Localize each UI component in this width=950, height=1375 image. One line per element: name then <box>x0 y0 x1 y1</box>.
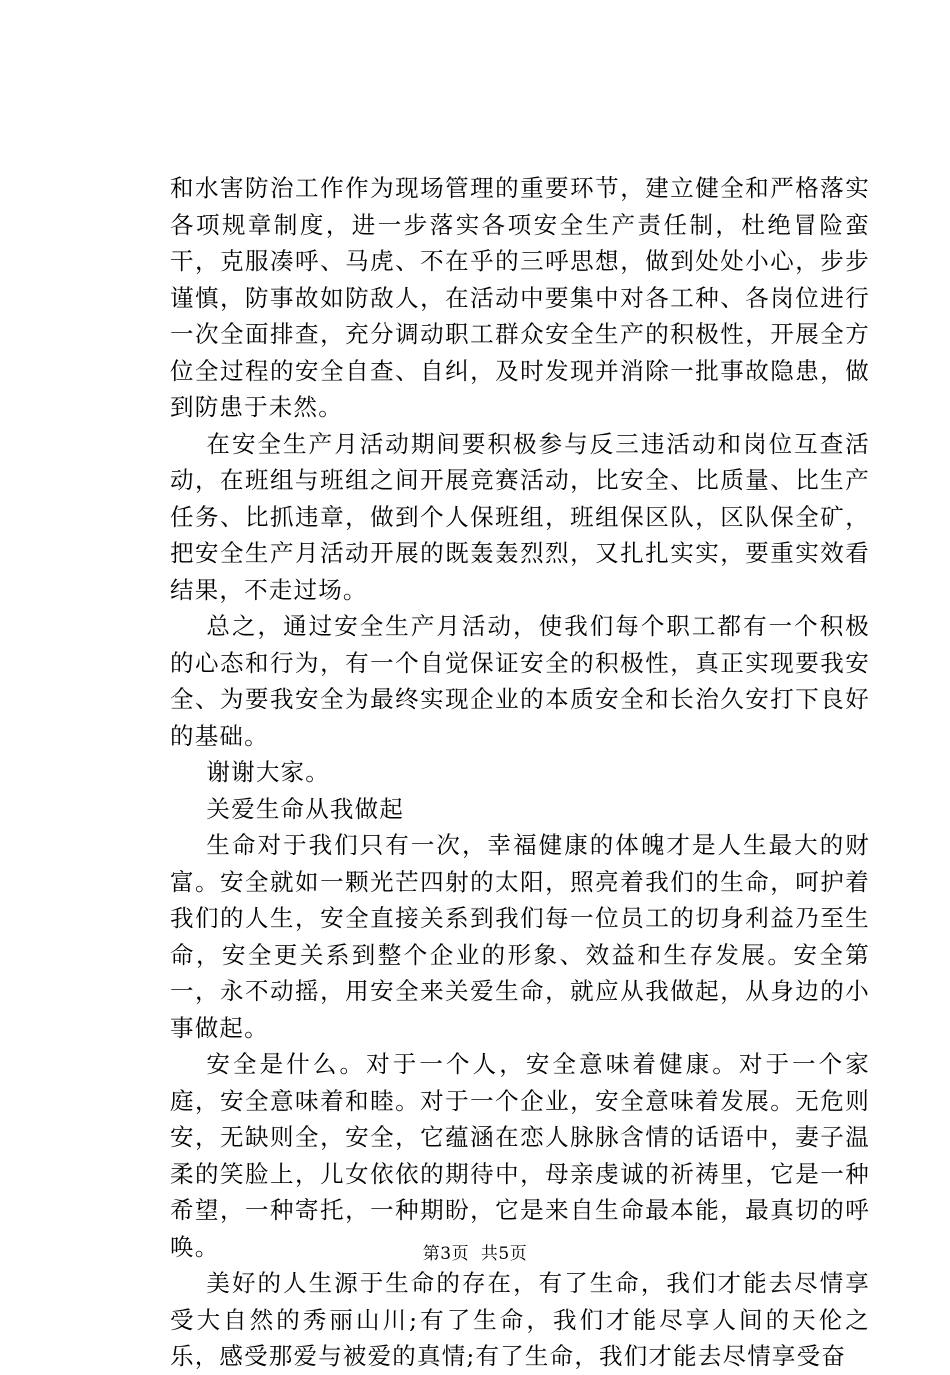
paragraph-continuation: 和水害防治工作作为现场管理的重要环节，建立健全和严格落实各项规章制度，进一步落实各项安全生产责任制，杜绝冒险蛮干，克服凑呼、马虎、不在乎的三呼思想，做到处处小心，步步谨慎，防事故如防敌人，在活动中要集中对各工种、各岗位进行一次全面排查，充分调动职工群众安全生产的积极性，开展全方位全过程的安全自查、自纠，及时发现并消除一批事故隐患，做到防患于未然。 <box>170 174 870 421</box>
section-heading: 关爱生命从我做起 <box>206 794 405 823</box>
page-footer <box>0 1243 950 1265</box>
footer-separator <box>469 1244 481 1264</box>
document-body <box>170 170 870 1375</box>
page-number: 第3页 <box>422 1244 470 1264</box>
paragraph-life: 生命对于我们只有一次，幸福健康的体魄才是人生最大的财富。安全就如一颗光芒四射的太阳，照亮着我们的生命，呵护着我们的人生，安全直接关系到我们每一位员工的切身利益乃至生命，安全更关系到整个企业的形象、效益和生存发展。安全第一，永不动摇，用安全来关爱生命，就应从我做起，从身边的小事做起。 <box>170 831 870 1042</box>
paragraph-beautiful-life: 美好的人生源于生命的存在，有了生命，我们才能去尽情享受大自然的秀丽山川;有了生命，我们才能尽享人间的天伦之乐，感受那爱与被爱的真情;有了生命，我们才能去尽情享受奋 <box>170 1269 870 1370</box>
paragraph-what-is-safety: 安全是什么。对于一个人，安全意味着健康。对于一个家庭，安全意味着和睦。对于一个企业，安全意味着发展。无危则安，无缺则全，安全，它蕴涵在恋人脉脉含情的话语中，妻子温柔的笑脸上，儿女依依的期待中，母亲虔诚的祈祷里，它是一种希望，一种寄托，一种期盼，它是来自生命最本能，最真切的呼唤。 <box>170 1050 870 1261</box>
paragraph-thanks: 谢谢大家。 <box>206 758 330 786</box>
paragraph-activity-month: 在安全生产月活动期间要积极参与反三违活动和岗位互查活动，在班组与班组之间开展竞赛活动，比安全、比质量、比生产任务、比抓违章，做到个人保班组，班组保区队，区队保全矿，把安全生产月活动开展的既轰轰烈烈，又扎扎实实，要重实效看结果，不走过场。 <box>170 429 870 604</box>
paragraph-summary: 总之，通过安全生产月活动，使我们每个职工都有一个积极的心态和行为，有一个自觉保证安全的积极性，真正实现要我安全、为要我安全为最终实现企业的本质安全和长治久安打下良好的基础。 <box>170 612 870 750</box>
page-total: 共5页 <box>480 1244 528 1264</box>
